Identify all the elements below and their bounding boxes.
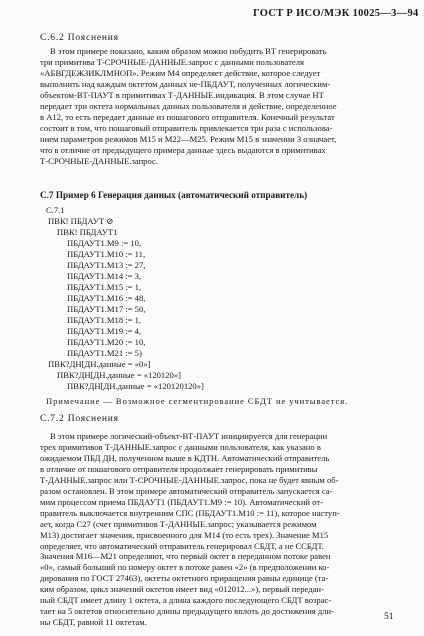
code-line: ПБДАУТ1.М9 := 10, <box>67 238 142 248</box>
code-line: ПБДАУТ1.М10 := 11, <box>67 249 146 259</box>
paragraph-c62 <box>40 46 395 166</box>
text-line: мим процессом приема ПБДАУТ1 (ПБДАУТ1.М9 := 10). Автоматический от- <box>40 496 323 507</box>
text-line: М13) достигает значения, присвоенного для М14 (то есть трех). Значение М15 <box>40 529 329 540</box>
code-line: ПВК! ПБДАУТ1 <box>57 227 118 237</box>
text-line: в отличие от пошагового отправителя продолжает генерировать примитивы <box>40 463 318 474</box>
heading-c72: С.7.2 Пояснения <box>40 414 119 424</box>
code-line: ПБДАУТ1.М14 := 3, <box>67 271 142 281</box>
text-line: Значения М16—М21 определяют, что первый октет в переданном потоке равен <box>40 551 331 562</box>
text-line: ает, когда С27 (счет примитивов Т-ДАННЫЕ.запрос; указывается режимом <box>40 518 317 529</box>
text-line: состоит в том, что пошаговый отправитель привлекается три раза с использова- <box>40 122 333 133</box>
text-line: в А12, то есть передает данные из пошагового отправителя. Конечный результат <box>40 111 335 122</box>
text-line: определяет, что автоматический отправитель генерировал СБДТ, а не ССБДТ. <box>40 540 324 551</box>
paragraph-c72 <box>40 431 395 628</box>
text-line: Т-СРОЧНЫЕ-ДАННЫЕ.запрос. <box>40 155 158 166</box>
code-line: ПБДАУТ1.М18 := 1, <box>67 315 142 325</box>
code-line: ПБДАУТ1.М21 := 5) <box>67 348 142 358</box>
subheading-c71: С.7.1 <box>46 205 65 215</box>
text-line: нием параметров режимов М15 и М22—М25. Режим М15 в значении 3 означает, <box>40 133 337 144</box>
text-line: ожидаемом ПБД ДН, полученном выше в КДТН. Автоматический отправитель <box>40 452 330 463</box>
text-line: выполнить над каждым октетом данных не-ПБДАУТ, полученных логическим- <box>40 78 331 89</box>
code-line: ПБДАУТ1.М15 := 1, <box>67 282 142 292</box>
text-line: трех примитивов Т-ДАННЫЕ.запрос с данными пользователя, как указано в <box>40 441 321 452</box>
text-line: ный СБДТ имеет длину 1 октета, а длина каждого последующего СБДТ возрас- <box>40 595 332 606</box>
text-line: разом остановлен. В этом примере автоматический отправитель запускается са- <box>40 485 333 496</box>
text-line: дирования по ГОСТ 27463), октеты октетного приращения равны единице (та- <box>40 573 329 584</box>
text-line: ны СБДТ, равной 11 октетам. <box>40 617 147 628</box>
code-line: ПБДАУТ1.М16 := 48, <box>67 293 146 303</box>
note: Примечание — Возможное сегментирование СБДТ не учитывается. <box>46 396 349 406</box>
code-line: ПВК?ДН[ДН.данные = «120120»] <box>57 370 181 380</box>
heading-c62: С.6.2 Пояснения <box>40 33 119 43</box>
text-line: Т-ДАННЫЕ.запрос или Т-СРОЧНЫЕ-ДАННЫЕ.запрос, пока не будет явным об- <box>40 474 339 485</box>
standard-header: ГОСТ Р ИСО/МЭК 10025—3—94 <box>253 8 419 19</box>
code-line: ПБДАУТ1.М17 := 50, <box>67 304 146 314</box>
text-line: три примитива Т-СРОЧНЫЕ-ДАННЫЕ.запрос с данными пользователя <box>40 56 304 67</box>
text-line: ким образом, цикл значений октетов имеет вид «012012...»), первый передан- <box>40 584 324 595</box>
text-line: объектом-ВТ-ПАУТ в примитивах Т-ДАННЫЕ.индикация. В этом случае НТ <box>40 89 324 100</box>
code-line: ПВК! ПБДАУТ ⊘ <box>48 216 114 226</box>
code-line: ПБДАУТ1.М13 := 27, <box>67 260 146 270</box>
text-line: передает три октета нормальных данных пользователя и действие, определенное <box>40 100 337 111</box>
heading-c7: С.7 Пример 6 Генерация данных (автоматический отправитель) <box>40 190 308 200</box>
code-line: ПВК?ДН[ДН.данные = «120120120»] <box>67 381 204 391</box>
text-line: «АБВГДЕЖЗИКЛМНОП». Режим М4 определяет действие, которое следует <box>40 67 321 78</box>
code-line: ПБДАУТ1.М19 := 4, <box>67 326 142 336</box>
text-line: тает на 5 октетов относительно длины предыдущего вплоть до достижения дли- <box>40 606 335 617</box>
text-line: правитель выключается внутренним СПС (ПБДАУТ1.М10 := 11), которое наступ- <box>40 507 340 518</box>
text-line: что в отличие от предыдущего примера данные здесь выдаются в примитивах <box>40 144 326 155</box>
text-line: В этом примере показано, каким образом можно побудить ВТ генерировать <box>50 46 327 56</box>
code-line: ПВК?ДН[ДН.данные = «0»] <box>48 359 151 369</box>
code-line: ПБДАУТ1.М20 := 10, <box>67 337 146 347</box>
text-line: «0», самый больший по номеру октет в потоке равен «2» (в предположении ко- <box>40 562 330 573</box>
page-number: 51 <box>384 612 394 622</box>
text-line: В этом примере логический-объект-ВТ-ПАУТ инициируется для генерации <box>50 431 328 441</box>
